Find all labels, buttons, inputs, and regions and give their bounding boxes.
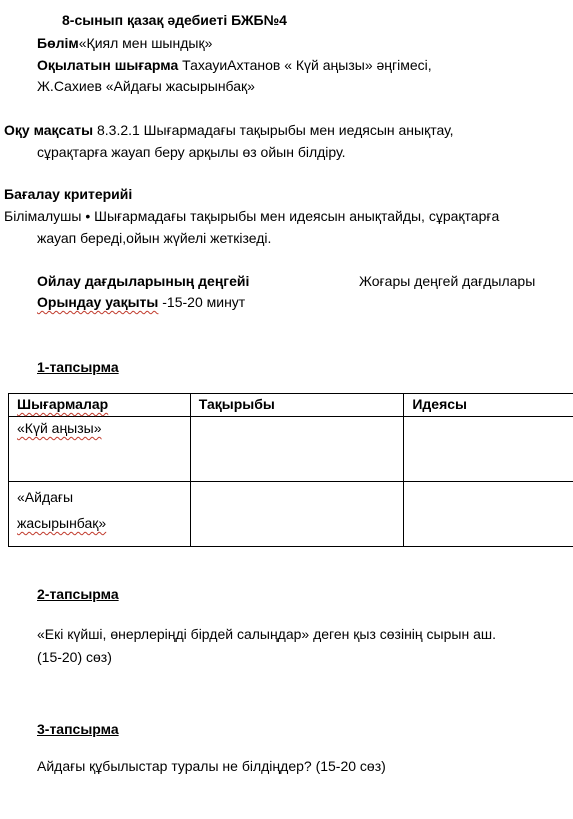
section-value: «Қиял мен шындық» [78,35,213,51]
task1-table [8,393,573,547]
theme-cell[interactable] [190,417,404,482]
criteria-line-2: жауап береді,ойын жүйелі жеткізеді. [37,230,272,246]
task3-question: Айдағы құбылыстар туралы не білдіңдер? (15-20 сөз) [37,758,386,774]
table-row [9,417,573,482]
section-label: Бөлім [37,35,79,51]
time-line [37,294,245,310]
objective-line-2: сұрақтарға жауап беру арқылы өз ойын білдіру. [37,144,346,160]
criteria-line-1: Білімалушы • Шығармадағы тақырыбы мен идеясын анықтайды, сұрақтарға [4,208,500,224]
column-header-works: Шығармалар [9,394,191,417]
time-value: -15-20 минут [158,294,246,310]
objective-label: Оқу мақсаты [4,122,94,138]
reading-line [37,57,432,73]
work-cell: «Күй аңызы» [9,417,191,482]
reading-value: ТахауиАхтанов « Күй аңызы» әңгімесі, [178,57,432,73]
task3-heading: 3-тапсырма [37,721,119,737]
column-header-theme: Тақырыбы [190,394,404,417]
idea-cell[interactable] [404,482,573,547]
skills-value: Жоғары деңгей дағдылары [359,273,536,289]
idea-cell[interactable] [404,417,573,482]
objective-text: 8.3.2.1 Шығармадағы тақырыбы мен иедясын анықтау, [93,122,454,138]
skills-label: Ойлау дағдыларының деңгейі [37,273,250,289]
criteria-heading: Бағалау критерийі [4,186,133,202]
section-line [37,35,212,51]
task2-question-2: (15-20) сөз) [37,649,112,665]
table-header-row [9,394,573,417]
task1-heading: 1-тапсырма [37,359,119,375]
theme-cell[interactable] [190,482,404,547]
time-label: Орындау уақыты [37,294,159,310]
objective-line [4,122,454,138]
task2-heading: 2-тапсырма [37,586,119,602]
reading-label: Оқылатын шығарма [37,57,179,73]
work-cell: «Айдағы жасырынбақ» [9,482,191,547]
table-row [9,482,573,547]
column-header-idea: Идеясы [404,394,573,417]
reading-line-2: Ж.Сахиев «Айдағы жасырынбақ» [37,78,255,94]
task2-question: «Екі күйші, өнерлеріңді бірдей салыңдар» деген қыз сөзінің сырын аш. [37,626,496,642]
document-title: 8-сынып қазақ әдебиеті БЖБ№4 [62,12,287,28]
